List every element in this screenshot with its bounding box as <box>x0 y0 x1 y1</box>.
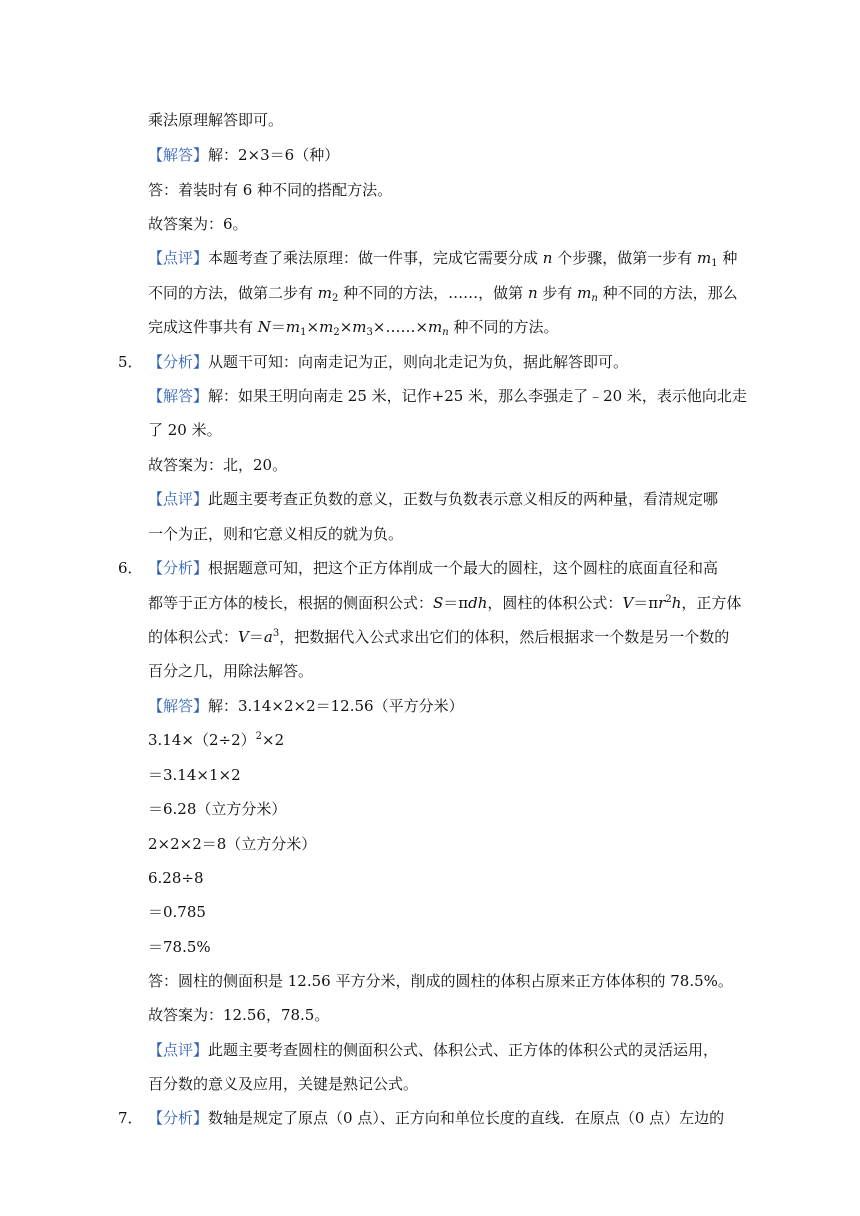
comment-tag: 【点评】 <box>148 249 209 267</box>
text-line: 6.28÷8 <box>148 869 204 887</box>
var-V: V <box>622 594 634 612</box>
text-line: 2×2×2＝8（立方分米） <box>148 835 317 853</box>
text-line <box>148 730 284 750</box>
text-span: ＝π <box>443 594 469 612</box>
text-line: 乘法原理解答即可。 <box>148 111 284 129</box>
var-S: S <box>433 594 444 612</box>
subscript: 2 <box>332 293 339 304</box>
text-line <box>148 352 628 372</box>
text-span: 从题干可知：向南走记为正，则向北走记为负，据此解答即可。 <box>208 353 629 371</box>
text-line <box>148 696 464 716</box>
subscript: 3 <box>366 327 373 338</box>
text-line: 故答案为：北，20。 <box>148 456 288 474</box>
superscript: 3 <box>272 628 280 639</box>
var-n: n <box>527 284 538 302</box>
text-span: 完成这件事共有 <box>148 318 258 336</box>
text-span: 本题考查了乘法原理：做一件事，完成它需要分成 <box>208 249 543 267</box>
text-span: ，圆柱的体积公式： <box>487 594 623 612</box>
var-m: m <box>577 284 592 302</box>
subscript: 1 <box>300 327 307 338</box>
text-line: 故答案为：12.56，78.5。 <box>148 1006 330 1024</box>
text-span: 种不同的方法，那么 <box>597 284 738 302</box>
var-m: m <box>319 318 334 336</box>
question-number: 5． <box>118 353 143 371</box>
text-line <box>148 1040 718 1060</box>
var-m: m <box>352 318 367 336</box>
text-line: ＝78.5% <box>148 938 211 956</box>
comment-tag: 【点评】 <box>148 490 209 508</box>
comment-tag: 【点评】 <box>148 1041 209 1059</box>
text-span: ×……× <box>372 318 429 336</box>
text-line: 故答案为：6。 <box>148 215 248 233</box>
var-h: h <box>671 594 682 612</box>
text-line <box>148 593 741 613</box>
text-span: ＝ <box>248 628 264 646</box>
text-line: 百分数的意义及应用，关键是熟记公式。 <box>148 1075 419 1093</box>
text-line: ＝0.785 <box>148 903 206 921</box>
text-span: 步有 <box>537 284 578 302</box>
text-line: 答：圆柱的侧面积是 12.56 平方分米，削成的圆柱的体积占原来正方体体积的 78.5%。 <box>148 972 733 990</box>
text-line <box>148 558 718 578</box>
analysis-tag: 【分析】 <box>148 559 209 577</box>
text-line <box>148 317 559 337</box>
text-line <box>148 1108 724 1128</box>
text-line: 答：着装时有 6 种不同的搭配方法。 <box>148 181 393 199</box>
analysis-tag: 【分析】 <box>148 353 209 371</box>
var-m: m <box>697 249 712 267</box>
text-line <box>148 489 718 509</box>
text-span: 种 <box>717 249 738 267</box>
text-span: × <box>339 318 353 336</box>
subscript: n <box>442 327 449 338</box>
question-number: 7． <box>118 1109 143 1127</box>
var-a: a <box>263 628 273 646</box>
answer-tag: 【解答】 <box>148 697 209 715</box>
subscript: 2 <box>333 327 340 338</box>
text-span: 种不同的方法。 <box>448 318 559 336</box>
var-dh: dh <box>468 594 488 612</box>
text-span: 根据题意可知，把这个正方体削成一个最大的圆柱，这个圆柱的底面直径和高 <box>208 559 719 577</box>
var-r: r <box>658 594 666 612</box>
text-line: ＝6.28（立方分米） <box>148 800 287 818</box>
superscript: 2 <box>665 594 672 605</box>
text-line <box>148 248 737 268</box>
var-N: N <box>257 318 271 336</box>
text-line <box>148 283 738 303</box>
text-span: 个步骤，做第一步有 <box>552 249 698 267</box>
text-span: 都等于正方体的棱长，根据的侧面积公式： <box>148 594 434 612</box>
text-span: ＝π <box>633 594 659 612</box>
superscript: 2 <box>255 731 262 742</box>
analysis-tag: 【分析】 <box>148 1109 209 1127</box>
text-span: 不同的方法，做第二步有 <box>148 284 318 302</box>
text-span: ＝ <box>270 318 286 336</box>
text-line <box>148 386 747 406</box>
text-span: 此题主要考查正负数的意义，正数与负数表示意义相反的两种量，看清规定哪 <box>208 490 719 508</box>
text-span: 解：如果王明向南走 25 米，记作+25 米，那么李强走了﹣20 米，表示他向北走 <box>208 387 747 405</box>
text-span: 种不同的方法，……，做第 <box>338 284 528 302</box>
var-m: m <box>317 284 333 302</box>
question-number: 6． <box>118 559 143 577</box>
var-n: n <box>542 249 553 267</box>
text-span: × <box>306 318 320 336</box>
text-span: 3.14×（2÷2） <box>148 731 256 749</box>
answer-tag: 【解答】 <box>148 146 209 164</box>
text-span: 此题主要考查圆柱的侧面积公式、体积公式、正方体的体积公式的灵活运用， <box>208 1041 719 1059</box>
var-V: V <box>238 628 249 646</box>
text-line: 百分之几，用除法解答。 <box>148 662 314 680</box>
text-span: 数轴是规定了原点（0 点）、正方向和单位长度的直线．在原点（0 点）左边的 <box>208 1109 725 1127</box>
text-line <box>148 627 729 647</box>
var-m: m <box>428 318 443 336</box>
answer-tag: 【解答】 <box>148 387 209 405</box>
text-line <box>148 145 339 165</box>
text-span: ，正方体 <box>681 594 742 612</box>
text-span: ×2 <box>262 731 285 749</box>
text-line: 了 20 米。 <box>148 421 222 439</box>
text-span: ，把数据代入公式求出它们的体积，然后根据求一个数是另一个数的 <box>279 628 730 646</box>
subscript: n <box>591 293 598 304</box>
subscript: 1 <box>711 258 718 269</box>
text-span: 解：2×3＝6（种） <box>208 146 340 164</box>
text-span: 解：3.14×2×2＝12.56（平方分米） <box>208 697 464 715</box>
text-line: 一个为正，则和它意义相反的就为负。 <box>148 525 404 543</box>
text-span: 的体积公式： <box>148 628 239 646</box>
text-line: ＝3.14×1×2 <box>148 766 241 784</box>
var-m: m <box>285 318 301 336</box>
